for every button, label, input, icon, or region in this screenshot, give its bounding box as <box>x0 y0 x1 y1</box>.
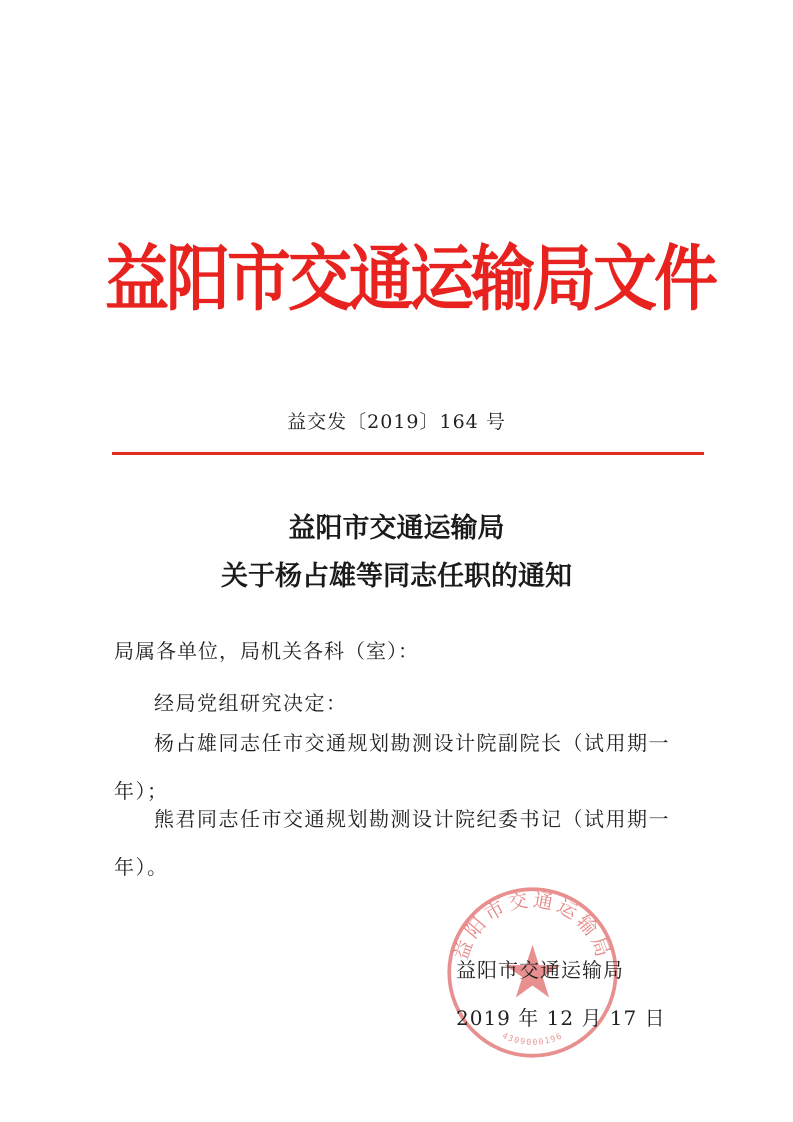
document-number: 益交发〔2019〕164 号 <box>287 411 506 433</box>
paragraph-2-line-2: 年）； <box>114 779 169 803</box>
paragraph-2-line-1: 杨占雄同志任市交通规划勘测设计院副院长（试用期一 <box>154 731 670 755</box>
svg-text:4309000196: 4309000196 <box>500 1030 565 1048</box>
salutation: 局属各单位，局机关各科（室）： <box>114 639 419 663</box>
notice-title-line-2: 关于杨占雄等同志任职的通知 <box>221 561 572 592</box>
red-divider <box>112 452 704 455</box>
document-header-title: 益阳市交通运输局文件 <box>105 238 715 322</box>
paragraph-3 <box>114 795 694 891</box>
paragraph-3-line-1: 熊君同志任市交通规划勘测设计院纪委书记（试用期一 <box>154 807 670 831</box>
issue-date: 2019 年 12 月 17 日 <box>456 1006 666 1030</box>
paragraph-1-line-1: 经局党组研究决定： <box>154 691 348 715</box>
paragraph-3-line-2: 年）。 <box>114 855 169 879</box>
notice-title-line-1: 益阳市交通运输局 <box>288 513 505 544</box>
issuer-signature: 益阳市交通运输局 <box>456 958 624 982</box>
svg-text:益阳市交通运输局: 益阳市交通运输局 <box>449 888 616 964</box>
